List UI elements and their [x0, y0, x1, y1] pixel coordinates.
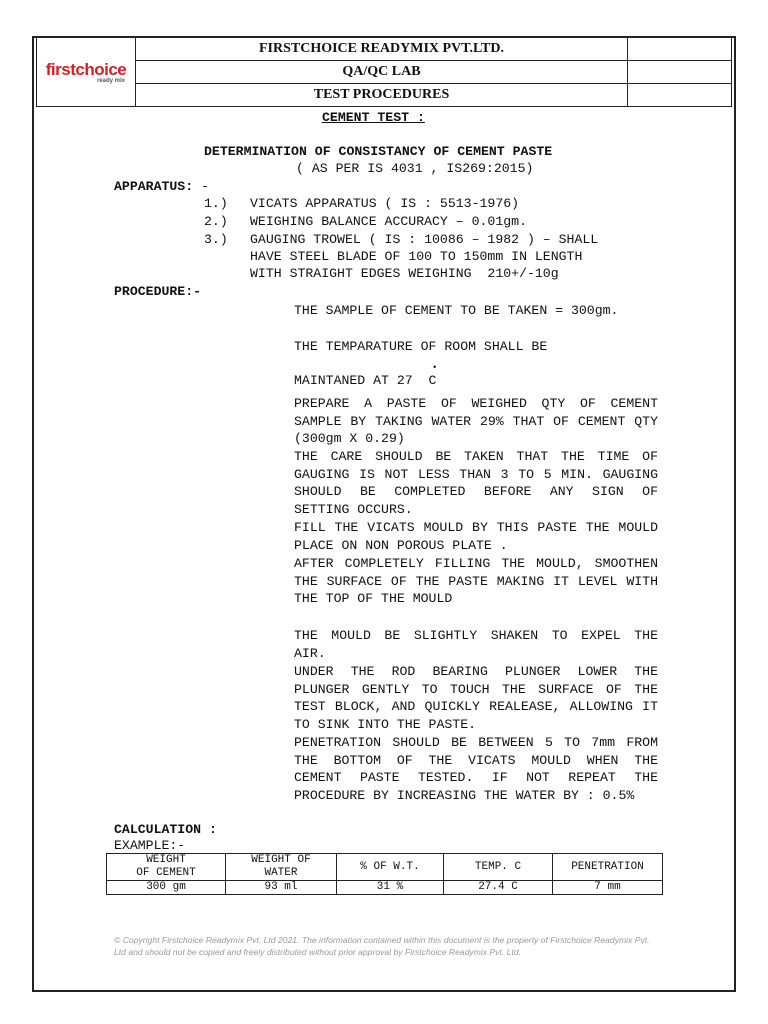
procedure-step: THE CARE SHOULD BE TAKEN THAT THE TIME OF GAUGING IS NOT LESS THAN 3 TO 5 MIN. GAUGING SHOULD BE COMPLETED BEFORE ANY SIGN OF SETTING OCCURS. — [294, 449, 658, 517]
section-title: CEMENT TEST : — [322, 110, 425, 125]
logo-text-second: choice — [75, 60, 127, 79]
temperature-value: MAINTANED AT 27 — [294, 373, 413, 388]
company-name: FIRSTCHOICE READYMIX PVT.LTD. — [136, 38, 628, 61]
temperature-unit: C — [428, 373, 437, 388]
procedure-step: PENETRATION SHOULD BE BETWEEN 5 TO 7mm FROM THE BOTTOM OF THE VICATS MOULD WHEN THE CEMENT PASTE TESTED. IF NOT REPEAT THE PROCEDURE BY INCREASING THE WATER BY : 0.5% — [294, 735, 658, 803]
document-type: TEST PROCEDURES — [136, 84, 628, 107]
example-label: EXAMPLE:- — [114, 838, 186, 853]
column-header: WEIGHT OF CEMENT — [107, 854, 226, 881]
logo-subtitle: ready mix — [96, 78, 125, 84]
procedure-step: AFTER COMPLETELY FILLING THE MOULD, SMOOTHEN THE SURFACE OF THE PASTE MAKING IT LEVEL WITH THE TOP OF THE MOULD — [294, 556, 658, 606]
lab-name: QA/QC LAB — [136, 61, 628, 84]
procedure-step: THE TEMPARATURE OF ROOM SHALL BE — [294, 339, 548, 354]
degree-mark: • — [432, 363, 438, 373]
apparatus-dash: - — [193, 179, 209, 194]
calculation-heading: CALCULATION : — [114, 822, 217, 837]
header-blank-cell — [628, 38, 732, 61]
header-blank-cell — [628, 84, 732, 107]
column-header: WEIGHT OF WATER — [226, 854, 337, 881]
apparatus-label: APPARATUS: — [114, 179, 194, 194]
procedure-step: THE MOULD BE SLIGHTLY SHAKEN TO EXPEL THE AIR. — [294, 628, 658, 661]
header-blank-cell — [628, 61, 732, 84]
table-cell: 7 mm — [553, 881, 663, 895]
apparatus-heading — [114, 178, 209, 195]
standard-reference: ( AS PER IS 4031 , IS269:2015) — [296, 161, 534, 176]
table-cell: 31 % — [337, 881, 444, 895]
table-row — [107, 881, 663, 895]
document-header — [36, 37, 732, 107]
apparatus-item-num: 2.) — [204, 214, 228, 229]
procedure-step: UNDER THE ROD BEARING PLUNGER LOWER THE PLUNGER GENTLY TO TOUCH THE SURFACE OF THE TEST BLOCK, AND QUICKLY REALEASE, ALLOWING IT TO SINK INTO THE PASTE. — [294, 664, 658, 732]
procedure-step: PREPARE A PASTE OF WEIGHED QTY OF CEMENT SAMPLE BY TAKING WATER 29% THAT OF CEMENT QTY (300gm X 0.29) — [294, 396, 658, 446]
table-cell: 27.4 C — [444, 881, 553, 895]
apparatus-item-num: 1.) — [204, 196, 228, 211]
apparatus-item-num: 3.) — [204, 232, 228, 247]
document-title: DETERMINATION OF CONSISTANCY OF CEMENT PASTE — [204, 144, 553, 159]
column-header: TEMP. C — [444, 854, 553, 881]
apparatus-item-text: GAUGING TROWEL ( IS : 10086 – 1982 ) – SHALL — [250, 232, 599, 247]
table-cell: 93 ml — [226, 881, 337, 895]
column-header: % OF W.T. — [337, 854, 444, 881]
logo-text-first: first — [45, 60, 76, 79]
table-header-row — [107, 854, 663, 881]
apparatus-item-text: WEIGHING BALANCE ACCURACY – 0.01gm. — [250, 214, 527, 229]
procedure-step: FILL THE VICATS MOULD BY THIS PASTE THE MOULD PLACE ON NON POROUS PLATE . — [294, 520, 658, 553]
apparatus-item-continued: WITH STRAIGHT EDGES WEIGHING 210+/-10g — [250, 266, 559, 281]
table-cell: 300 gm — [107, 881, 226, 895]
procedure-step-temperature — [294, 372, 436, 389]
company-logo — [37, 38, 136, 107]
column-header: PENETRATION — [553, 854, 663, 881]
calculation-table — [106, 853, 663, 895]
copyright-footer: © Copyright Firstchoice Readymix Pvt. Ltd 2021. The information contained within this document is the property of Firstchoice Readymix Pvt. Ltd and should not be copied and freely distributed without prior approval by Firstchoice Readymix Pvt. Ltd. — [114, 935, 650, 957]
apparatus-item-text: VICATS APPARATUS ( IS : 5513-1976) — [250, 196, 520, 211]
procedure-heading: PROCEDURE:- — [114, 284, 202, 299]
apparatus-item-continued: HAVE STEEL BLADE OF 100 TO 150mm IN LENGTH — [250, 249, 583, 264]
procedure-step: THE SAMPLE OF CEMENT TO BE TAKEN = 300gm. — [294, 303, 619, 318]
